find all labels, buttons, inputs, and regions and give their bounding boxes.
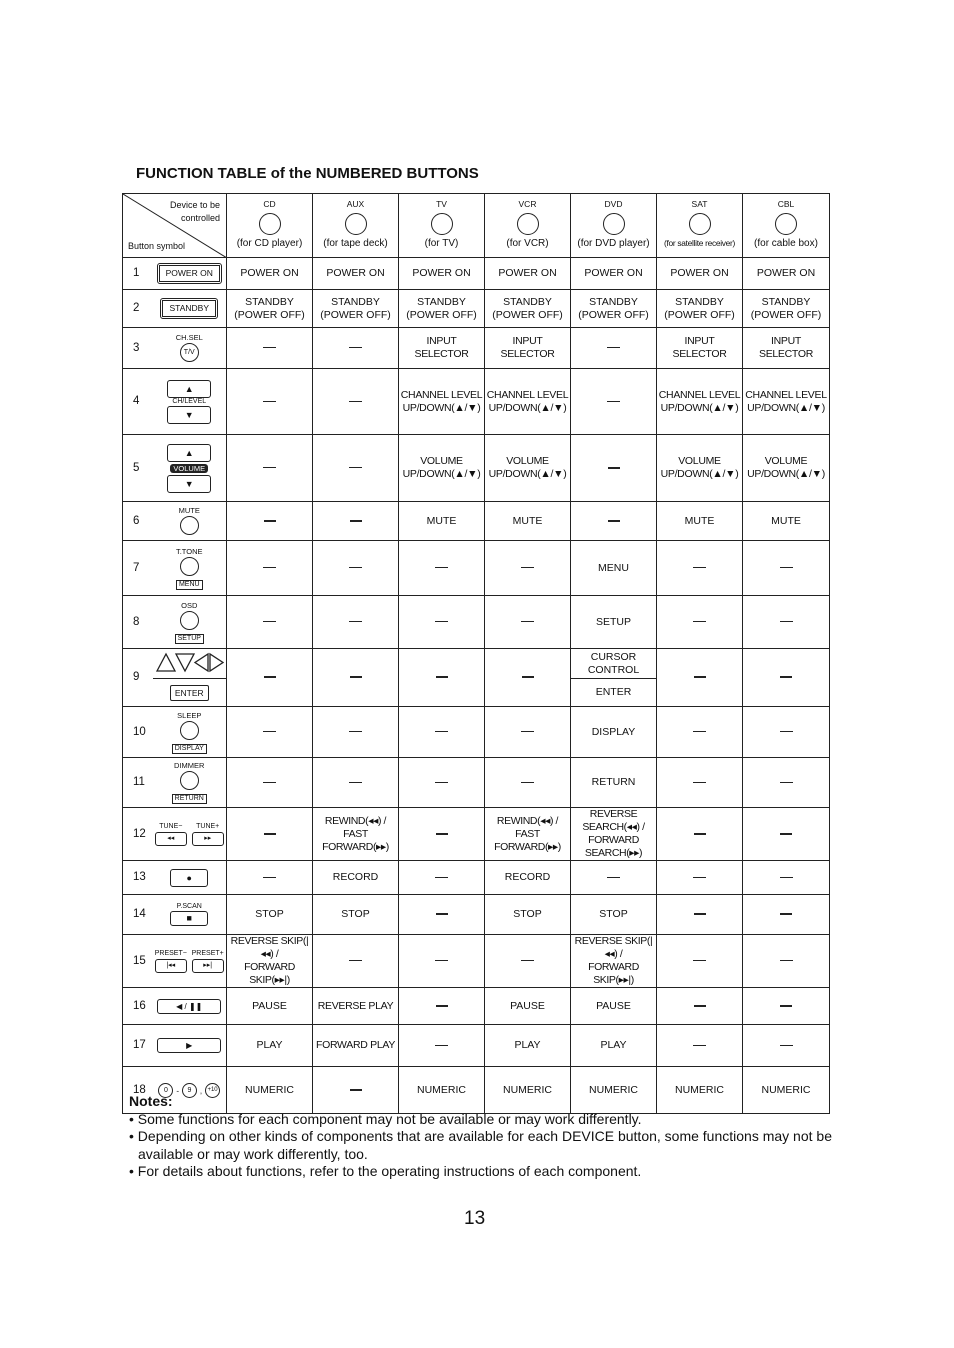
cell: [227, 758, 313, 808]
cell: NUMERIC: [399, 1067, 485, 1114]
cell: VOLUME UP/DOWN(▲/▼): [399, 435, 485, 502]
cell: REVERSE SKIP(|◂◂) / FORWARD SKIP(▸▸|): [227, 935, 313, 988]
cell: REVERSE SKIP(|◂◂) / FORWARD SKIP(▸▸|): [571, 935, 657, 988]
enter-button-symbol: ENTER: [153, 679, 227, 707]
cell: INPUT SELECTOR: [399, 328, 485, 369]
cell: POWER ON: [485, 258, 571, 290]
row-number: 7: [123, 541, 153, 596]
standby-button-symbol: STANDBY: [153, 290, 227, 328]
row-number: 12: [123, 808, 153, 861]
cell: NUMERIC: [743, 1067, 830, 1114]
cell: [657, 541, 743, 596]
numeric-buttons-symbol: 0 - 9 , +10: [153, 1067, 227, 1114]
device-label: Device to be controlled: [169, 200, 220, 223]
cell: INPUT SELECTOR: [743, 328, 830, 369]
cell: [399, 649, 485, 707]
row-number: 15: [123, 935, 153, 988]
tune-buttons-symbol: TUNE− ◂◂ TUNE+ ▸▸: [153, 808, 227, 861]
cell: STANDBY (POWER OFF): [571, 290, 657, 328]
cell: STANDBY (POWER OFF): [313, 290, 399, 328]
table-row: [123, 895, 830, 935]
mute-button-symbol: MUTE: [153, 502, 227, 541]
table-row: [123, 258, 830, 290]
page-number: 13: [464, 1208, 486, 1229]
table-row: [123, 935, 830, 988]
cell: DISPLAY: [571, 707, 657, 758]
cell: POWER ON: [227, 258, 313, 290]
cell: NUMERIC: [571, 1067, 657, 1114]
cell: POWER ON: [313, 258, 399, 290]
reverse-pause-icon: ◀ / ❚❚: [157, 999, 221, 1014]
cell: [399, 707, 485, 758]
cell: [485, 649, 571, 707]
cell: RETURN: [571, 758, 657, 808]
cell: REWIND(◂◂) / FAST FORWARD(▸▸): [485, 808, 571, 861]
row-number: 14: [123, 895, 153, 935]
record-icon: ●: [170, 869, 208, 887]
cell: [571, 369, 657, 435]
cell: [313, 369, 399, 435]
cell: POWER ON: [657, 258, 743, 290]
cell: INPUT SELECTOR: [485, 328, 571, 369]
cell: POWER ON: [571, 258, 657, 290]
table-row: [123, 435, 830, 502]
cell: [399, 808, 485, 861]
cell: [313, 541, 399, 596]
cell: CURSOR CONTROL: [571, 649, 657, 679]
volume-button-symbol: ▲ VOLUME ▼: [153, 435, 227, 502]
cell: RECORD: [485, 861, 571, 895]
ch-level-button-symbol: ▲ CH/LEVEL ▼: [153, 369, 227, 435]
cell: VOLUME UP/DOWN(▲/▼): [657, 435, 743, 502]
cell: PAUSE: [485, 988, 571, 1025]
cell: STOP: [571, 895, 657, 935]
cell: RECORD: [313, 861, 399, 895]
table-row: [123, 988, 830, 1025]
cell: [485, 541, 571, 596]
row-number: 3: [123, 328, 153, 369]
cell: PAUSE: [227, 988, 313, 1025]
cell: [227, 435, 313, 502]
cell: [657, 895, 743, 935]
record-button-symbol: [153, 861, 227, 895]
cell: [227, 861, 313, 895]
cell: REVERSE SEARCH(◂◂) / FORWARD SEARCH(▸▸): [571, 808, 657, 861]
cell: SETUP: [571, 596, 657, 649]
cell: PLAY: [571, 1025, 657, 1067]
device-aux: AUX (for tape deck): [313, 194, 399, 258]
cell: [227, 649, 313, 707]
vcr-button-icon: [517, 213, 539, 235]
row-number: 18: [123, 1067, 153, 1114]
device-sat: SAT (for satellite receiver): [657, 194, 743, 258]
preset-buttons-symbol: PRESET− |◂◂ PRESET+ ▸▸|: [153, 935, 227, 988]
cell: [313, 935, 399, 988]
cursor-arrows-icon: [154, 651, 224, 673]
cell: [313, 649, 399, 707]
note-item: • For details about functions, refer to the operating instructions of each component.: [129, 1163, 642, 1179]
cell: STANDBY (POWER OFF): [485, 290, 571, 328]
cell: POWER ON: [399, 258, 485, 290]
table-row: [123, 758, 830, 808]
cell: [743, 895, 830, 935]
cd-button-icon: [259, 213, 281, 235]
cell: NUMERIC: [657, 1067, 743, 1114]
cell: [399, 541, 485, 596]
cell: [313, 707, 399, 758]
cell: [313, 502, 399, 541]
notes-section: [129, 1093, 841, 1181]
cell: POWER ON: [743, 258, 830, 290]
t-tone-button-symbol: T.TONE MENU: [153, 541, 227, 596]
play-icon: ▶: [157, 1038, 221, 1053]
cell: [313, 758, 399, 808]
row-number: 10: [123, 707, 153, 758]
table-row: [123, 861, 830, 895]
cell: [227, 369, 313, 435]
cell: VOLUME UP/DOWN(▲/▼): [485, 435, 571, 502]
osd-button-symbol: OSD SETUP: [153, 596, 227, 649]
sleep-button-symbol: SLEEP DISPLAY: [153, 707, 227, 758]
cell: [743, 707, 830, 758]
cell: [743, 541, 830, 596]
cell: MUTE: [743, 502, 830, 541]
cell: [485, 935, 571, 988]
cell: [571, 435, 657, 502]
device-cd: CD (for CD player): [227, 194, 313, 258]
table-row: [123, 328, 830, 369]
cell: CHANNEL LEVEL UP/DOWN(▲/▼): [657, 369, 743, 435]
cell: PAUSE: [571, 988, 657, 1025]
header-row: [123, 194, 830, 258]
row-number: 16: [123, 988, 153, 1025]
row-number: 5: [123, 435, 153, 502]
cell: [399, 1025, 485, 1067]
cell: [399, 935, 485, 988]
cell: [485, 596, 571, 649]
table-row: [123, 502, 830, 541]
row-number: 4: [123, 369, 153, 435]
table-row: [123, 369, 830, 435]
aux-button-icon: [345, 213, 367, 235]
cell: NUMERIC: [227, 1067, 313, 1114]
cell: [399, 861, 485, 895]
cell: REVERSE PLAY: [313, 988, 399, 1025]
fast-forward-icon: ▸▸: [192, 832, 224, 846]
row-number: 1: [123, 258, 153, 290]
table-row: [123, 596, 830, 649]
cell: [743, 596, 830, 649]
notes-heading: Notes:: [129, 1093, 173, 1109]
cell: [743, 808, 830, 861]
row-number: 2: [123, 290, 153, 328]
device-vcr: VCR (for VCR): [485, 194, 571, 258]
cell: [743, 935, 830, 988]
sat-button-icon: [689, 213, 711, 235]
cell: [227, 808, 313, 861]
cell: [743, 861, 830, 895]
cell: [227, 596, 313, 649]
row-number: 11: [123, 758, 153, 808]
cbl-button-icon: [775, 213, 797, 235]
row-number: 8: [123, 596, 153, 649]
cell: [571, 502, 657, 541]
table-row: [123, 541, 830, 596]
cell: PLAY: [485, 1025, 571, 1067]
cell: [743, 988, 830, 1025]
cell: STANDBY (POWER OFF): [399, 290, 485, 328]
cell: [313, 328, 399, 369]
cell: FORWARD PLAY: [313, 1025, 399, 1067]
rewind-icon: ◂◂: [155, 832, 187, 846]
cell: MUTE: [485, 502, 571, 541]
ch-sel-button-symbol: CH.SEL T/V: [153, 328, 227, 369]
cell: VOLUME UP/DOWN(▲/▼): [743, 435, 830, 502]
cell: [399, 758, 485, 808]
cell: [399, 895, 485, 935]
play-button-symbol: [153, 1025, 227, 1067]
cell: CHANNEL LEVEL UP/DOWN(▲/▼): [743, 369, 830, 435]
cell: [657, 861, 743, 895]
cell: [399, 596, 485, 649]
cell: [227, 541, 313, 596]
table-row: [123, 290, 830, 328]
table-row: [123, 707, 830, 758]
table-row: [123, 649, 830, 679]
cell: STANDBY (POWER OFF): [743, 290, 830, 328]
cell: NUMERIC: [485, 1067, 571, 1114]
cell: [227, 328, 313, 369]
cell: [227, 502, 313, 541]
device-cbl: CBL (for cable box): [743, 194, 830, 258]
device-dvd: DVD (for DVD player): [571, 194, 657, 258]
p-scan-button-symbol: P.SCAN ■: [153, 895, 227, 935]
cell: [313, 435, 399, 502]
note-item: • Some functions for each component may not be available or may work differently.: [129, 1110, 642, 1127]
power-on-button-symbol: POWER ON: [153, 258, 227, 290]
cell: [657, 808, 743, 861]
play-pause-button-symbol: [153, 988, 227, 1025]
row-number: 9: [123, 649, 153, 707]
cell: [657, 1025, 743, 1067]
cell: PLAY: [227, 1025, 313, 1067]
stop-icon: ■: [170, 911, 208, 926]
volume-down-icon: ▼: [167, 475, 211, 493]
header-corner: [123, 194, 227, 258]
cell: [485, 707, 571, 758]
cell: MUTE: [657, 502, 743, 541]
row-number: 6: [123, 502, 153, 541]
cell: MUTE: [399, 502, 485, 541]
cell: [657, 758, 743, 808]
cell: [657, 935, 743, 988]
cell: STOP: [485, 895, 571, 935]
cell: REWIND(◂◂) / FAST FORWARD(▸▸): [313, 808, 399, 861]
page-title: FUNCTION TABLE of the NUMBERED BUTTONS: [136, 165, 479, 182]
dimmer-button-symbol: DIMMER RETURN: [153, 758, 227, 808]
cell: [399, 988, 485, 1025]
cell: [571, 328, 657, 369]
cell: INPUT SELECTOR: [657, 328, 743, 369]
cell: ENTER: [571, 679, 657, 707]
cell: STANDBY (POWER OFF): [227, 290, 313, 328]
row-number: 17: [123, 1025, 153, 1067]
cell: [313, 596, 399, 649]
skip-forward-icon: ▸▸|: [192, 959, 224, 973]
cell: CHANNEL LEVEL UP/DOWN(▲/▼): [399, 369, 485, 435]
cell: [571, 861, 657, 895]
cell: [227, 707, 313, 758]
table-row: [123, 1025, 830, 1067]
cell: STOP: [313, 895, 399, 935]
cell: [743, 649, 830, 707]
cell: [485, 758, 571, 808]
cell: STOP: [227, 895, 313, 935]
cell: MENU: [571, 541, 657, 596]
tv-button-icon: [431, 213, 453, 235]
cell: [657, 988, 743, 1025]
down-arrow-icon: ▼: [167, 406, 211, 424]
skip-back-icon: |◂◂: [155, 959, 187, 973]
row-number: 13: [123, 861, 153, 895]
up-arrow-icon: ▲: [167, 380, 211, 398]
cell: [743, 758, 830, 808]
cell: [657, 707, 743, 758]
button-symbol-label: Button symbol: [128, 241, 186, 251]
volume-up-icon: ▲: [167, 444, 211, 462]
table-row: [123, 808, 830, 861]
cell: STANDBY (POWER OFF): [657, 290, 743, 328]
note-item: • Depending on other kinds of components that are available for each DEVICE button, some functions may not be available or may work differently, too.: [129, 1128, 832, 1162]
cell: [743, 1025, 830, 1067]
cell: [657, 596, 743, 649]
dvd-button-icon: [603, 213, 625, 235]
cell: CHANNEL LEVEL UP/DOWN(▲/▼): [485, 369, 571, 435]
cursor-buttons-symbol: [153, 649, 227, 679]
device-tv: TV (for TV): [399, 194, 485, 258]
cell: [657, 649, 743, 707]
function-table: [122, 193, 830, 1114]
